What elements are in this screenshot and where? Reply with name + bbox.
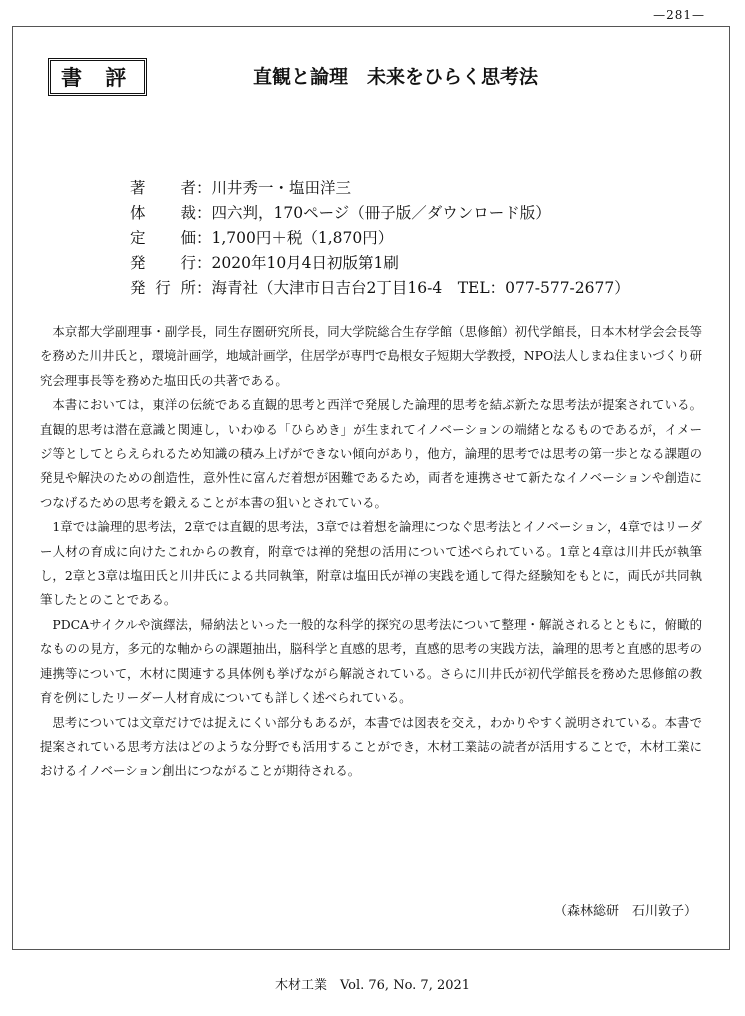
meta-value: 海青社（大津市日吉台2丁目16-4 TEL：077-577-2677） (211, 279, 630, 297)
paragraph: 本京都大学副理事・副学長，同生存圏研究所長，同大学院総合生存学館（思修館）初代学館長，日本木材学会会長等を務めた川井氏と，環境計画学，地域計画学，住居学が専門で島根女子短期大学教授，NPO法人しまね住まいづくり研究会理事長等を務めた塩田氏の共著である。 (40, 324, 702, 388)
meta-key: 体 裁 (130, 204, 196, 222)
meta-key: 発行所 (130, 279, 196, 297)
page-number: —281— (653, 8, 705, 22)
meta-row-published: 発 行：2020年10月4日初版第1刷 (130, 251, 630, 276)
reviewer-signature: （森林総研 石川敦子） (553, 904, 697, 919)
review-body (40, 320, 702, 784)
meta-value: 2020年10月4日初版第1刷 (211, 254, 399, 272)
meta-key: 発 行 (130, 254, 196, 272)
meta-row-publisher: 発行所：海青社（大津市日吉台2丁目16-4 TEL：077-577-2677） (130, 276, 630, 301)
book-title: 直観と論理 未来をひらく思考法 (253, 66, 539, 88)
meta-key: 著 者 (130, 179, 196, 197)
section-label: 書 評 (48, 58, 147, 96)
paragraph: 思考については文章だけでは捉えにくい部分もあるが，本書では図表を交え，わかりやすく説明されている。本書で提案されている思考方法はどのような分野でも活用することができ，木材工業誌の読者が活用することで，木材工業におけるイノベーション創出につながることが期待される。 (40, 714, 702, 779)
meta-row-price: 定 価：1,700円＋税（1,870円） (130, 226, 630, 251)
meta-value: 川井秀一・塩田洋三 (211, 179, 352, 197)
journal-footer: 木材工業 Vol. 76, No. 7, 2021 (274, 978, 471, 993)
paragraph: 本書においては，東洋の伝統である直観的思考と西洋で発展した論理的思考を結ぶ新たな思考法が提案されている。直観的思考は潜在意識と関連し，いわゆる「ひらめき」が生まれてイノベーションの端緒となるものであるが，イメージ等としてとらえられるため知識の積み上げができない傾向があり，他方，論理的思考では思考の第一歩となる課題の発見や解決のための創造性，意外性に富んだ着想が困難であるため，両者を連携させて新たなイノベーションや創造につなげるための思考を鍛えることが本書の狙いとされている。 (40, 397, 702, 510)
meta-key: 定 価 (130, 229, 196, 247)
paragraph: 1章では論理的思考法，2章では直観的思考法，3章では着想を論理につなぐ思考法とイノベーション，4章ではリーダー人材の育成に向けたこれからの教育，附章では禅的発想の活用について述べられている。1章と4章は川井氏が執筆し，2章と3章は塩田氏と川井氏による共同執筆，附章は塩田氏が禅の実践を通して得た経験知をもとに，両氏が共同執筆したとのことである。 (40, 519, 702, 608)
book-metadata (130, 176, 630, 301)
meta-row-format: 体 裁：四六判，170ページ（冊子版／ダウンロード版） (130, 201, 630, 226)
meta-value: 四六判，170ページ（冊子版／ダウンロード版） (211, 204, 551, 222)
paragraph: PDCAサイクルや演繹法，帰納法といった一般的な科学的探究の思考法について整理・解説されるとともに，俯瞰的なものの見方，多元的な軸からの課題抽出，脳科学と直感的思考，直感的思考の実践方法，論理的思考と直感的思考の連携等について，木材に関連する具体例も挙げながら解説されている。さらに川井氏が初代学館長を務めた思修館の教育を例にしたリーダー人材育成についても詳しく述べられている。 (40, 616, 702, 706)
meta-row-author: 著 者：川井秀一・塩田洋三 (130, 176, 630, 201)
meta-value: 1,700円＋税（1,870円） (211, 229, 394, 247)
review-header (48, 58, 688, 98)
